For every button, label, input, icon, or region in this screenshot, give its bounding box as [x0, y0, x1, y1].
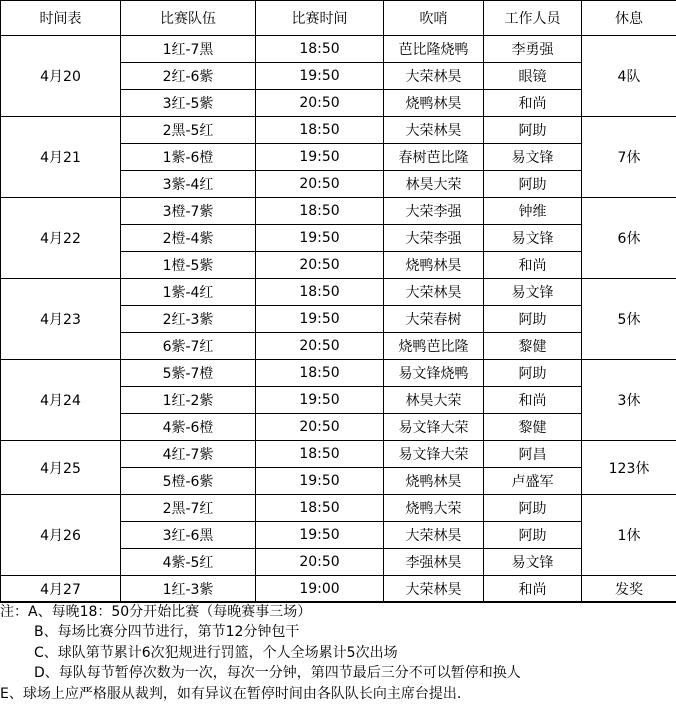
match-date: 4月24 [1, 360, 121, 441]
note-line: D、每队每节暂停次数为一次，每次一分钟，第四节最后三分不可以暂停和换人 [0, 663, 676, 683]
match-teams: 1红-7黑 [121, 36, 256, 63]
match-teams: 2橙-4紫 [121, 225, 256, 252]
match-time: 19:50 [256, 387, 384, 414]
match-referee: 易文锋烧鸭 [384, 360, 484, 387]
match-staff: 易文锋 [484, 144, 582, 171]
match-time: 19:50 [256, 225, 384, 252]
rest-team: 1休 [582, 495, 676, 576]
match-referee: 大荣林昊 [384, 117, 484, 144]
match-referee: 烧鸭林昊 [384, 468, 484, 495]
match-row [1, 576, 676, 603]
match-referee: 大荣林昊 [384, 576, 484, 603]
rest-team: 7休 [582, 117, 676, 198]
match-row [1, 36, 676, 63]
match-referee: 大荣林昊 [384, 63, 484, 90]
match-date: 4月25 [1, 441, 121, 495]
match-time: 20:50 [256, 90, 384, 117]
match-time: 19:50 [256, 63, 384, 90]
note-line: C、球队第节累计6次犯规进行罚篮，个人全场累计5次出场 [0, 643, 676, 663]
match-time: 18:50 [256, 441, 384, 468]
match-staff: 卢盛军 [484, 468, 582, 495]
match-teams: 4紫-5红 [121, 549, 256, 576]
match-teams: 1橙-5紫 [121, 252, 256, 279]
match-date: 4月20 [1, 36, 121, 117]
match-teams: 2黑-5红 [121, 117, 256, 144]
match-time: 18:50 [256, 117, 384, 144]
match-row [1, 441, 676, 468]
match-time: 19:50 [256, 306, 384, 333]
match-referee: 易文锋大荣 [384, 441, 484, 468]
match-date: 4月21 [1, 117, 121, 198]
match-staff: 易文锋 [484, 225, 582, 252]
match-staff: 和尚 [484, 576, 582, 603]
match-staff: 阿助 [484, 171, 582, 198]
note-line: 注：A、每晚18：50分开始比赛（每晚赛事三场） [0, 602, 676, 622]
match-referee: 芭比隆烧鸭 [384, 36, 484, 63]
match-staff: 阿助 [484, 306, 582, 333]
match-time: 18:50 [256, 36, 384, 63]
match-teams: 3紫-4红 [121, 171, 256, 198]
match-time: 18:50 [256, 495, 384, 522]
match-teams: 1红-3紫 [121, 576, 256, 603]
match-staff: 和尚 [484, 252, 582, 279]
match-time: 19:50 [256, 522, 384, 549]
match-time: 20:50 [256, 171, 384, 198]
match-referee: 李强林昊 [384, 549, 484, 576]
match-staff: 易文锋 [484, 279, 582, 306]
match-teams: 5紫-7橙 [121, 360, 256, 387]
header-schedule: 时间表 [1, 1, 121, 36]
match-time: 20:50 [256, 414, 384, 441]
notes-section [0, 601, 676, 704]
match-row [1, 279, 676, 306]
header-time: 比赛时间 [256, 1, 384, 36]
match-staff: 易文锋 [484, 549, 582, 576]
match-referee: 烧鸭芭比隆 [384, 333, 484, 360]
match-time: 18:50 [256, 198, 384, 225]
match-date: 4月26 [1, 495, 121, 576]
rest-team: 5休 [582, 279, 676, 360]
match-teams: 6紫-7红 [121, 333, 256, 360]
note-line: E、球场上应严格服从裁判，如有异议在暂停时间由各队队长向主席台提出. [0, 684, 676, 704]
match-referee: 烧鸭林昊 [384, 90, 484, 117]
match-staff: 和尚 [484, 387, 582, 414]
match-teams: 5橙-6紫 [121, 468, 256, 495]
match-referee: 大荣李强 [384, 225, 484, 252]
rest-team: 发奖 [582, 576, 676, 603]
header-row [1, 1, 676, 36]
match-referee: 林昊大荣 [384, 387, 484, 414]
match-teams: 2黑-7红 [121, 495, 256, 522]
match-row [1, 495, 676, 522]
match-staff: 李勇强 [484, 36, 582, 63]
match-staff: 黎健 [484, 414, 582, 441]
match-teams: 1紫-6橙 [121, 144, 256, 171]
match-teams: 3红-5紫 [121, 90, 256, 117]
match-staff: 黎健 [484, 333, 582, 360]
match-teams: 2红-6紫 [121, 63, 256, 90]
match-teams: 3红-6黑 [121, 522, 256, 549]
note-line: B、每场比赛分四节进行，第节12分钟包干 [0, 622, 676, 642]
match-teams: 1紫-4红 [121, 279, 256, 306]
match-staff: 阿助 [484, 495, 582, 522]
match-teams: 4紫-6橙 [121, 414, 256, 441]
header-staff: 工作人员 [484, 1, 582, 36]
match-date: 4月23 [1, 279, 121, 360]
rest-team: 6休 [582, 198, 676, 279]
match-time: 20:50 [256, 252, 384, 279]
match-referee: 易文锋大荣 [384, 414, 484, 441]
match-referee: 春树芭比隆 [384, 144, 484, 171]
match-row [1, 198, 676, 225]
match-staff: 和尚 [484, 90, 582, 117]
header-rest: 休息 [582, 1, 676, 36]
match-referee: 烧鸭大荣 [384, 495, 484, 522]
match-staff: 钟维 [484, 198, 582, 225]
match-referee: 大荣春树 [384, 306, 484, 333]
match-teams: 3橙-7紫 [121, 198, 256, 225]
match-time: 19:00 [256, 576, 384, 603]
match-referee: 林昊大荣 [384, 171, 484, 198]
match-referee: 烧鸭林昊 [384, 252, 484, 279]
match-time: 19:50 [256, 468, 384, 495]
match-referee: 大荣李强 [384, 198, 484, 225]
match-staff: 眼镜 [484, 63, 582, 90]
match-staff: 阿昌 [484, 441, 582, 468]
rest-team: 4队 [582, 36, 676, 117]
match-time: 19:50 [256, 144, 384, 171]
match-time: 20:50 [256, 549, 384, 576]
match-time: 20:50 [256, 333, 384, 360]
match-referee: 大荣林昊 [384, 522, 484, 549]
match-row [1, 360, 676, 387]
match-teams: 4红-7紫 [121, 441, 256, 468]
match-teams: 1红-2紫 [121, 387, 256, 414]
header-referee: 吹哨 [384, 1, 484, 36]
match-time: 18:50 [256, 279, 384, 306]
header-teams: 比赛队伍 [121, 1, 256, 36]
match-staff: 阿助 [484, 522, 582, 549]
match-time: 18:50 [256, 360, 384, 387]
match-date: 4月27 [1, 576, 121, 603]
rest-team: 3休 [582, 360, 676, 441]
match-staff: 阿助 [484, 360, 582, 387]
rest-team: 123休 [582, 441, 676, 495]
match-date: 4月22 [1, 198, 121, 279]
match-staff: 阿助 [484, 117, 582, 144]
match-referee: 大荣林昊 [384, 279, 484, 306]
match-teams: 2红-3紫 [121, 306, 256, 333]
match-row [1, 117, 676, 144]
schedule-body [1, 36, 676, 603]
